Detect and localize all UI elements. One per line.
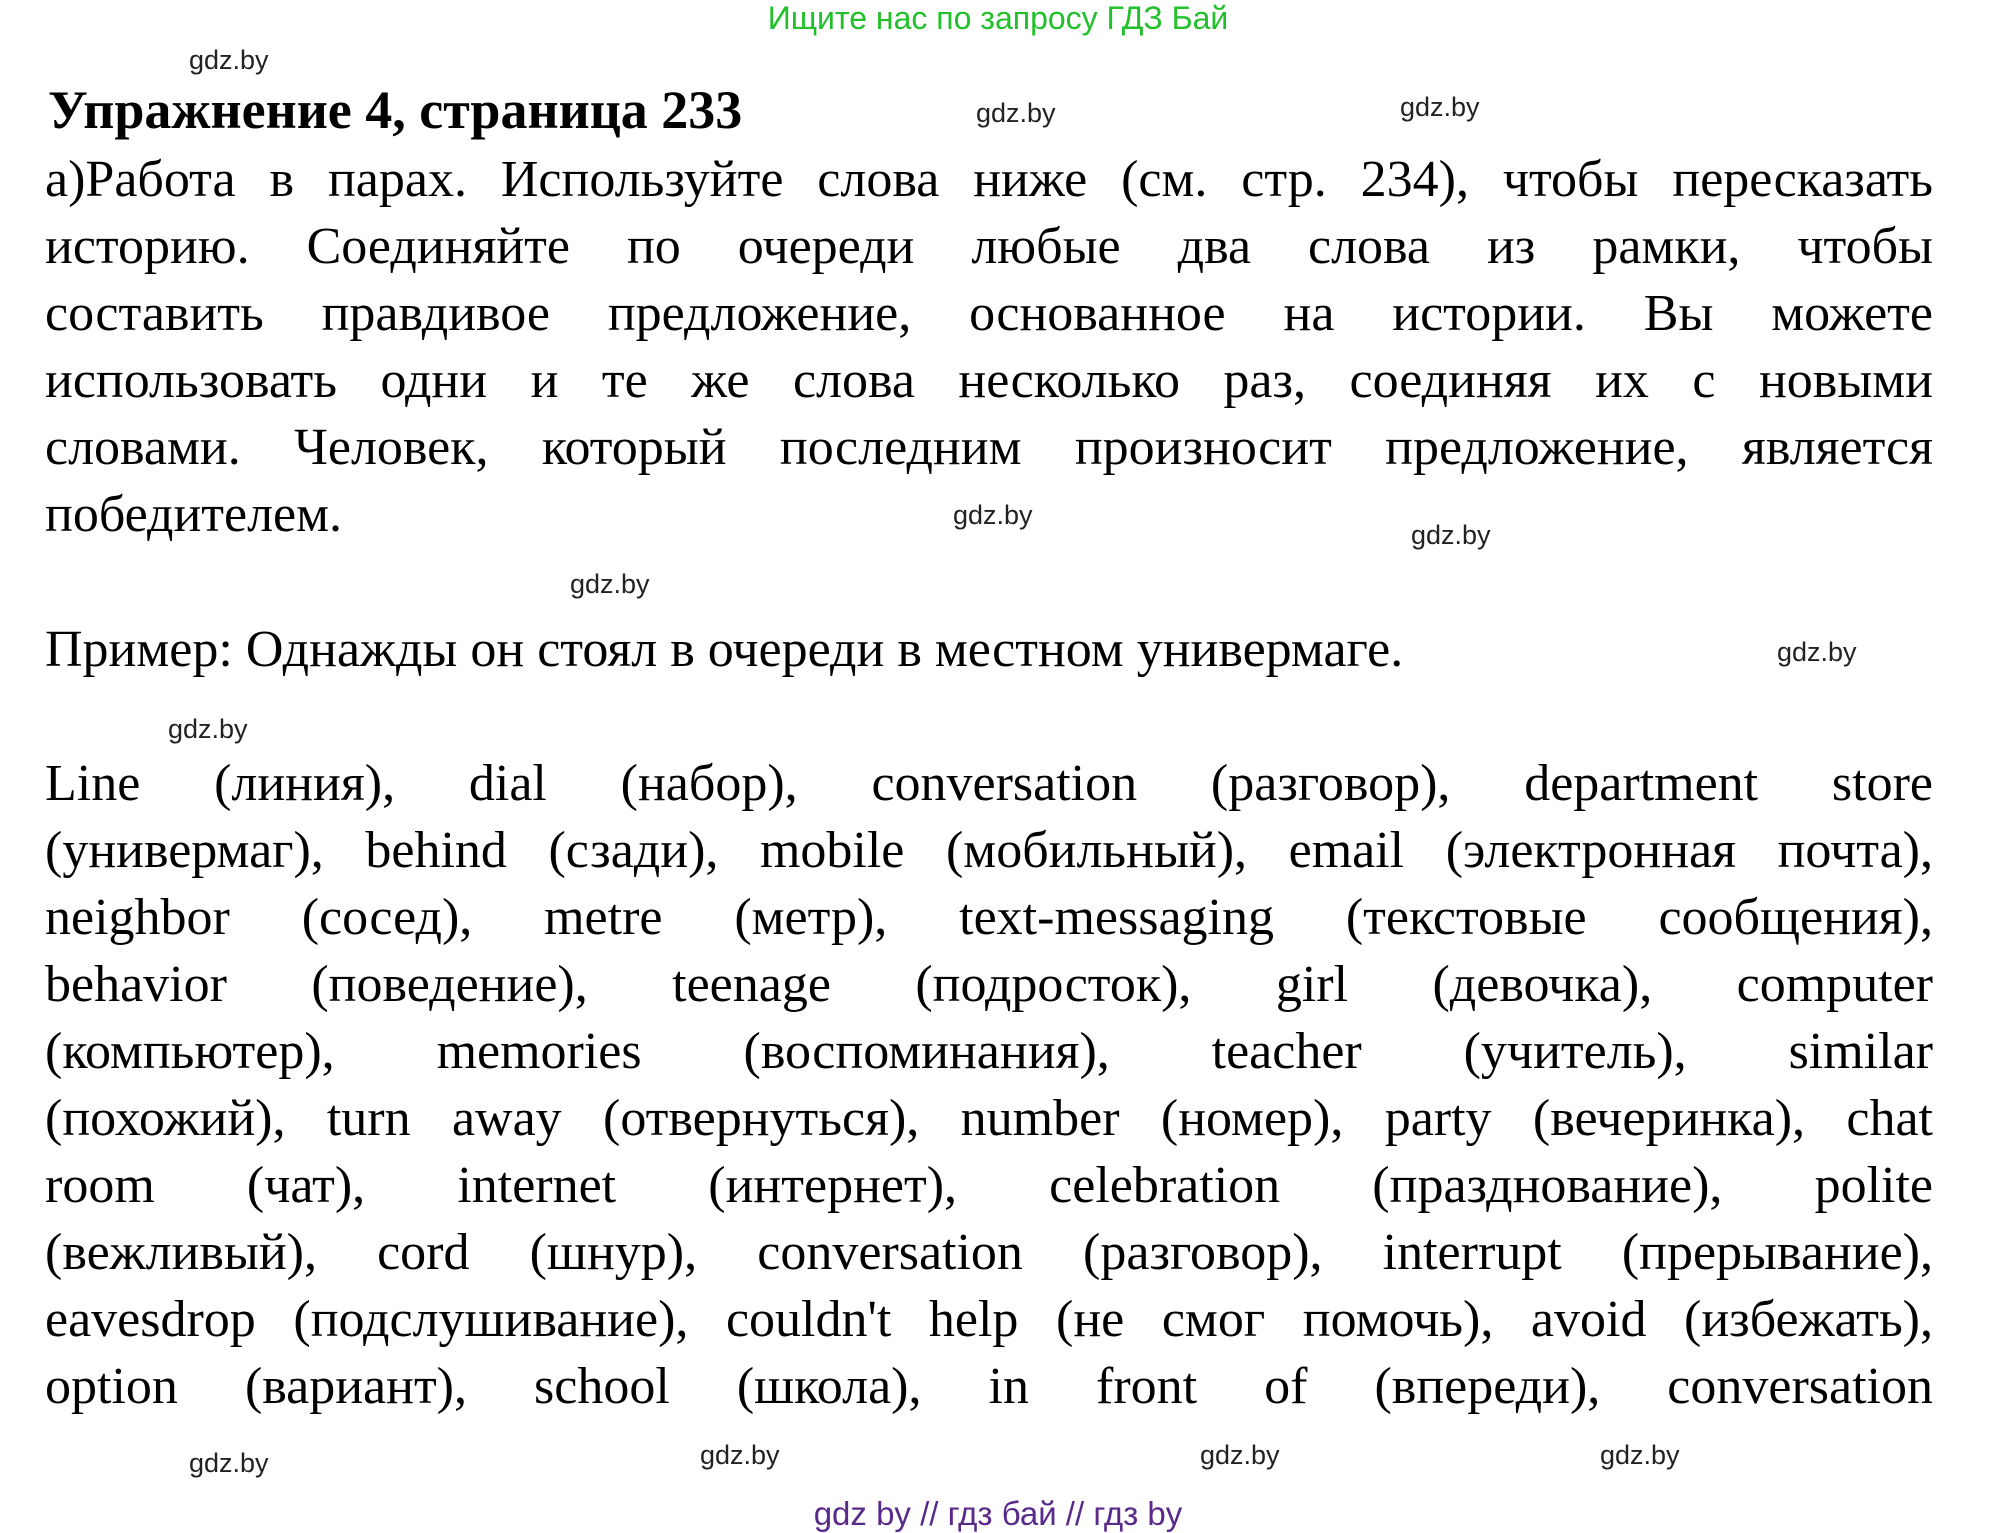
word-line: behavior (поведение), teenage (подросток), girl (девочка), computer	[45, 956, 1933, 1013]
exercise-title: Упражнение 4, страница 233	[48, 80, 743, 140]
watermark: gdz.by	[1600, 1440, 1680, 1470]
word-line: option (вариант), school (школа), in front of (впереди), conversation	[45, 1358, 1933, 1415]
watermark: gdz.by	[953, 500, 1033, 530]
task-line: использовать одни и те же слова несколько раз, соединяя их с новыми	[45, 352, 1933, 409]
task-line: словами. Человек, который последним произносит предложение, является	[45, 419, 1933, 476]
watermark: gdz.by	[1777, 637, 1857, 667]
watermark: gdz.by	[168, 714, 248, 744]
watermark: gdz.by	[1400, 92, 1480, 122]
example-sentence: Пример: Однажды он стоял в очереди в местном универмаге.	[45, 621, 1404, 678]
footer-links: gdz by // гдз бай // гдз by	[813, 1495, 1183, 1532]
search-banner: Ищите нас по запросу ГДЗ Бай	[767, 0, 1229, 36]
word-line: Line (линия), dial (набор), conversation (разговор), department store	[45, 755, 1933, 812]
watermark: gdz.by	[189, 45, 269, 75]
word-line: room (чат), internet (интернет), celebration (празднование), polite	[45, 1157, 1933, 1214]
word-line: (универмаг), behind (сзади), mobile (мобильный), email (электронная почта),	[45, 822, 1933, 879]
word-line: neighbor (сосед), metre (метр), text-messaging (текстовые сообщения),	[45, 889, 1933, 946]
watermark: gdz.by	[976, 98, 1056, 128]
task-line: составить правдивое предложение, основанное на истории. Вы можете	[45, 285, 1933, 342]
watermark: gdz.by	[700, 1440, 780, 1470]
watermark: gdz.by	[1411, 520, 1491, 550]
word-line: eavesdrop (подслушивание), couldn't help (не смог помочь), avoid (избежать),	[45, 1291, 1933, 1348]
task-line: а)Работа в парах. Используйте слова ниже (см. стр. 234), чтобы пересказать	[45, 151, 1933, 208]
word-line: (компьютер), memories (воспоминания), teacher (учитель), similar	[45, 1023, 1933, 1080]
watermark: gdz.by	[1200, 1440, 1280, 1470]
word-line: (вежливый), cord (шнур), conversation (разговор), interrupt (прерывание),	[45, 1224, 1933, 1281]
watermark: gdz.by	[570, 569, 650, 599]
watermark: gdz.by	[189, 1448, 269, 1478]
task-line: историю. Соединяйте по очереди любые два слова из рамки, чтобы	[45, 218, 1933, 275]
word-line: (похожий), turn away (отвернуться), number (номер), party (вечеринка), chat	[45, 1090, 1933, 1147]
task-line: победителем.	[45, 486, 343, 543]
